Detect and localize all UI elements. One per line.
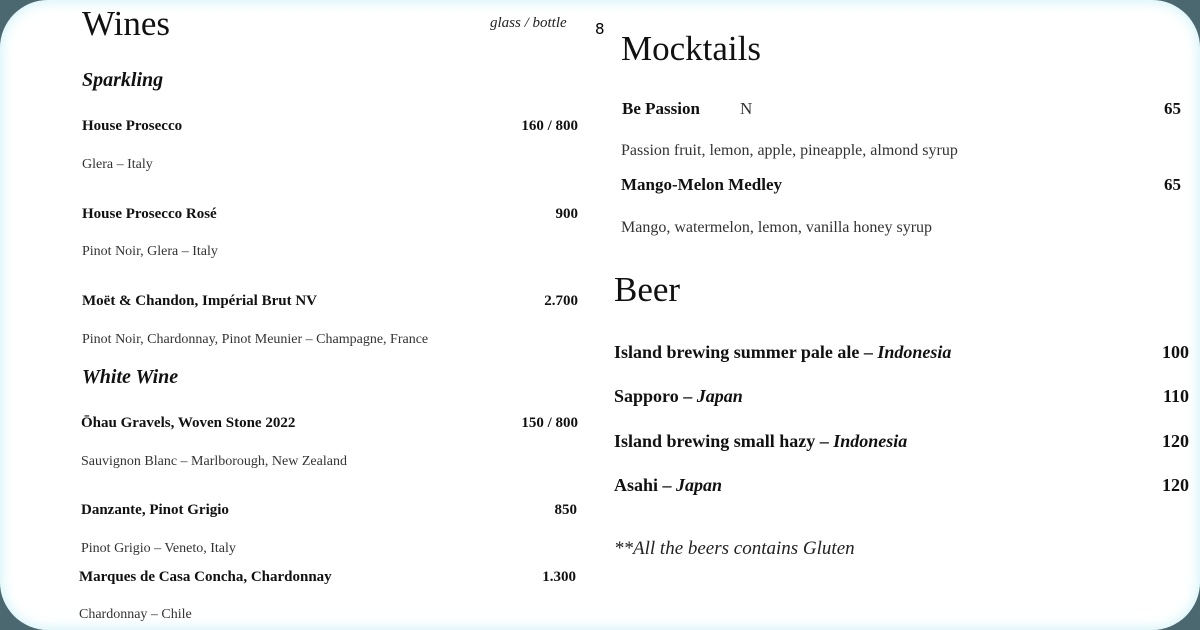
- beer-price: 120: [1162, 475, 1189, 495]
- page-number: 8: [595, 20, 605, 38]
- wine-price: 1.300: [542, 569, 576, 585]
- wine-desc: Glera – Italy: [82, 157, 153, 172]
- section-white-wine: White Wine: [82, 366, 179, 388]
- mocktail-name: Mango-Melon Medley: [621, 175, 782, 194]
- wine-name: House Prosecco: [82, 118, 183, 134]
- wines-title: Wines: [82, 4, 171, 43]
- mocktail-desc: Passion fruit, lemon, apple, pineapple, almond syrup: [621, 142, 958, 159]
- mocktail-name: Be Passion: [622, 99, 700, 118]
- wine-price: 2.700: [544, 293, 578, 309]
- beer-price: 120: [1162, 431, 1189, 451]
- beer-origin: Japan: [676, 475, 723, 495]
- wine-name: Marques de Casa Concha, Chardonnay: [79, 569, 332, 585]
- wine-name: House Prosecco Rosé: [82, 206, 217, 222]
- beer-name: Island brewing small hazy – Indonesia: [614, 431, 908, 451]
- beer-title: Beer: [614, 270, 681, 309]
- gluten-note: **All the beers contains Gluten: [614, 538, 855, 559]
- wine-price: 900: [555, 206, 578, 222]
- mocktail-desc: Mango, watermelon, lemon, vanilla honey syrup: [621, 219, 933, 236]
- wine-desc: Sauvignon Blanc – Marlborough, New Zealand: [81, 454, 347, 469]
- price-header: glass / bottle: [490, 15, 567, 31]
- beer-origin: Indonesia: [877, 342, 952, 362]
- wine-name: Moët & Chandon, Impérial Brut NV: [82, 293, 317, 309]
- wine-desc: Pinot Noir, Chardonnay, Pinot Meunier – Champagne, France: [82, 332, 429, 347]
- wine-desc: Chardonnay – Chile: [79, 607, 192, 622]
- mocktails-title: Mocktails: [621, 29, 761, 68]
- beer-name: Island brewing summer pale ale – Indonesia: [614, 342, 952, 362]
- wine-desc: Pinot Grigio – Veneto, Italy: [81, 541, 236, 556]
- beer-name: Sapporo – Japan: [614, 386, 743, 406]
- wine-price: 150 / 800: [521, 415, 578, 431]
- mocktail-price: 65: [1164, 175, 1181, 194]
- mocktail-price: 65: [1164, 99, 1181, 118]
- beer-origin: Indonesia: [833, 431, 908, 451]
- beer-price: 110: [1162, 386, 1189, 406]
- wine-name: Ōhau Gravels, Woven Stone 2022: [81, 415, 296, 431]
- wine-price: 160 / 800: [521, 118, 578, 134]
- section-sparkling: Sparkling: [82, 69, 164, 91]
- wine-price: 850: [554, 502, 577, 518]
- mocktail-flag: N: [740, 99, 753, 118]
- wine-name: Danzante, Pinot Grigio: [81, 502, 229, 518]
- beer-origin: Japan: [696, 386, 743, 406]
- beer-price: 100: [1162, 342, 1189, 362]
- wine-desc: Pinot Noir, Glera – Italy: [82, 244, 218, 259]
- beer-name: Asahi – Japan: [614, 475, 723, 495]
